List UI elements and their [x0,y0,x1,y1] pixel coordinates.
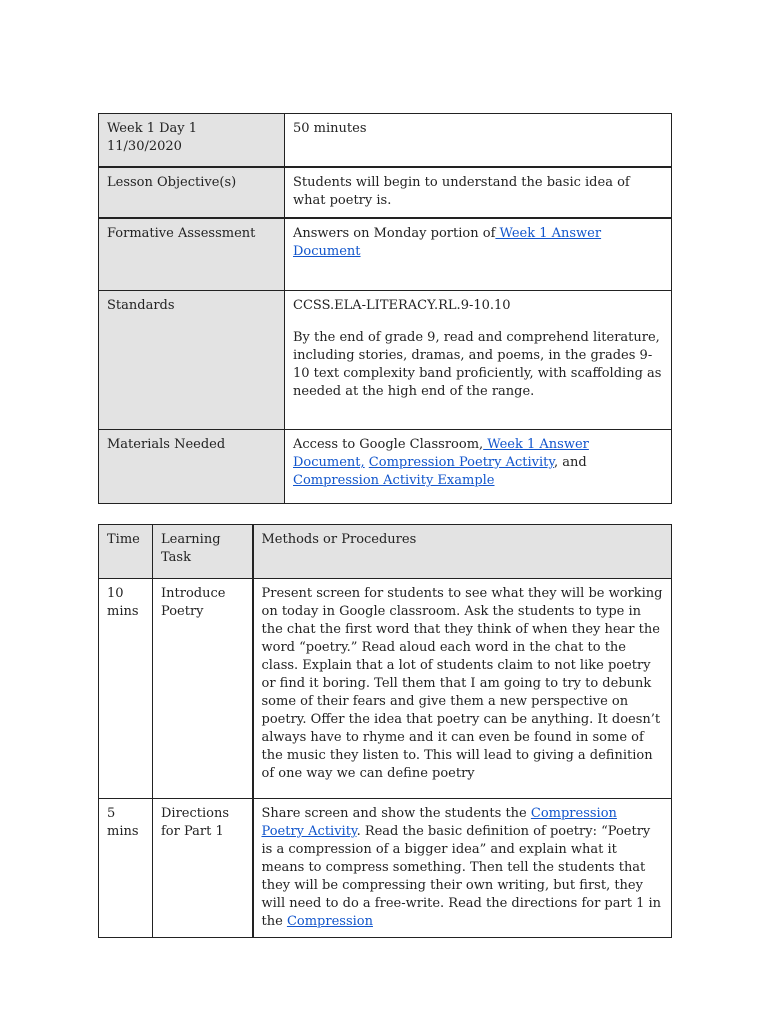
materials-text: Access to Google Classroom, [293,437,484,452]
assessment-text: Answers on Monday portion of [293,225,496,241]
standard-code: CCSS.ELA-LITERACY.RL.9-10.10 [293,298,511,313]
materials-separator: , and [554,455,587,470]
overview-row-materials [99,430,672,504]
row2-compression-link[interactable]: Compression [286,914,373,929]
overview-row-standards [99,291,672,430]
overview-row-date [99,114,672,167]
row2-task: Directions for Part 1 [153,799,253,938]
assessment-label: Formative Assessment [99,218,285,291]
duration-value: 50 minutes [285,114,672,167]
date-cell [99,114,285,167]
header-methods: Methods or Procedures [253,525,672,579]
header-learning-task: Learning Task [153,525,253,579]
procedure-row-introduce [99,579,672,799]
overview-row-assessment [99,218,672,291]
week1-answer-doc-link[interactable]: Week 1 Answer Document [293,225,602,259]
row1-procedure: Present screen for students to see what they will be working on today in Google classroom. Ask the students to type in the chat the first word that they think of when they hear the word “poetry.” Read aloud each word in the chat to the class. Explain that a lot of students claim to not like poetry or find it boring. Tell them that I am going to try to debunk some of their fears and give them a new perspective on poetry. Offer the idea that poetry can be anything. It doesn’t always have to rhyme and it can even be found in some of the music they listen to. This will lead to giving a definition of one way we can define poetry [253,579,672,799]
objective-value: Students will begin to understand the basic idea of what poetry is. [285,167,672,218]
materials-label: Materials Needed [99,430,285,504]
materials-value [285,430,672,504]
date-label: 11/30/2020 [107,139,182,154]
row1-task: Introduce Poetry [153,579,253,799]
overview-table [98,113,672,504]
row2-text-b: . Read the basic definition of poetry: “Poetry is a compression of a bigger idea” and explain what it means to compress something. Then tell the students that they will be compressing their own writing, but first, they will need to do a free-write. Read the directions for part 1 in the [261,824,662,929]
objective-label: Lesson Objective(s) [99,167,285,218]
row2-procedure [253,799,672,938]
procedure-row-directions [99,799,672,938]
procedures-table [98,524,672,938]
procedures-header-row [99,525,672,579]
row2-time: 5 mins [99,799,153,938]
compression-activity-example-link[interactable]: Compression Activity Example [293,473,495,488]
standards-value [285,291,672,430]
week-day-label: Week 1 Day 1 [107,121,198,136]
row1-time: 10 mins [99,579,153,799]
materials-answer-doc-link[interactable]: Week 1 Answer Document, [293,437,589,470]
compression-poetry-activity-link[interactable]: Compression Poetry Activity [368,455,555,470]
standard-description: By the end of grade 9, read and comprehend literature, including stories, dramas, and poems, in the grades 9-10 text complexity band proficiently, with scaffolding as needed at the high end of the range. [293,330,662,399]
assessment-value [285,218,672,291]
header-time: Time [99,525,153,579]
standards-label: Standards [99,291,285,430]
overview-row-objective [99,167,672,218]
row2-text-a: Share screen and show the students the [261,806,527,821]
row2-compression-activity-link[interactable]: Compression Poetry Activity [261,806,617,839]
